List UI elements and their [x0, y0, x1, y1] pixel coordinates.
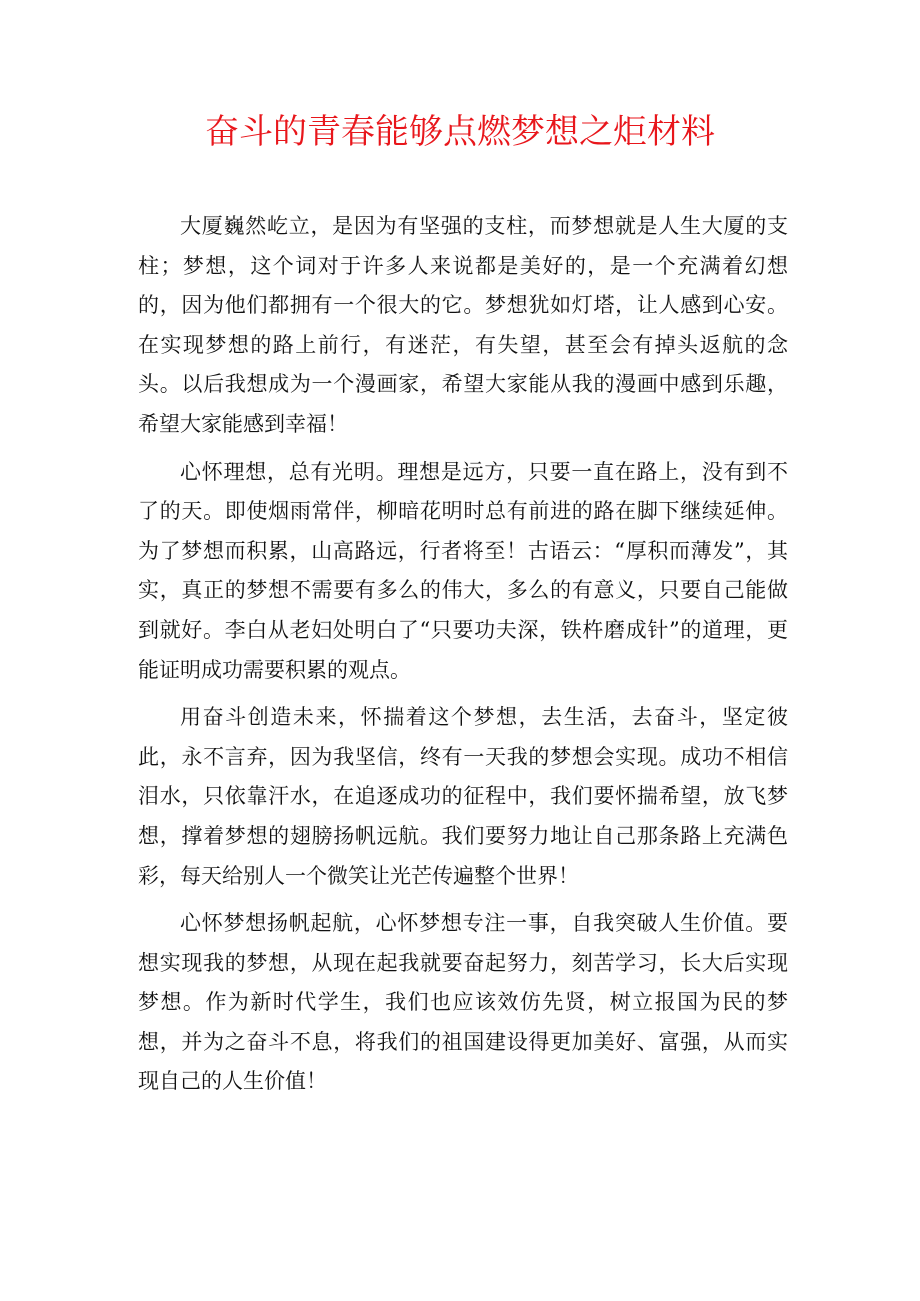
paragraph-1: 大厦巍然屹立，是因为有坚强的支柱，而梦想就是人生大厦的支柱；梦想，这个词对于许多人来说都是美好的，是一个充满着幻想的，因为他们都拥有一个很大的它。梦想犹如灯塔，让人感到心安。在实现梦想的路上前行，有迷茫，有失望，甚至会有掉头返航的念头。以后我想成为一个漫画家，希望大家能从我的漫画中感到乐趣，希望大家能感到幸福！	[138, 214, 788, 436]
document-body	[138, 207, 788, 1102]
document-title: 奋斗的青春能够点燃梦想之炬材料	[205, 112, 715, 152]
paragraph-3: 用奋斗创造未来，怀揣着这个梦想，去生活，去奋斗，坚定彼此，永不言弃，因为我坚信，终有一天我的梦想会实现。成功不相信泪水，只依靠汗水，在追逐成功的征程中，我们要怀揣希望，放飞梦想，撑着梦想的翅膀扬帆远航。我们要努力地让自己那条路上充满色彩，每天给别人一个微笑让光芒传遍整个世界！	[138, 705, 788, 888]
paragraph-4: 心怀梦想扬帆起航，心怀梦想专注一事，自我突破人生价值。要想实现我的梦想，从现在起我就要奋起努力，刻苦学习，长大后实现梦想。作为新时代学生，我们也应该效仿先贤，树立报国为民的梦想，并为之奋斗不息，将我们的祖国建设得更加美好、富强，从而实现自己的人生价值！	[138, 911, 788, 1094]
paragraph-2: 心怀理想，总有光明。理想是远方，只要一直在路上，没有到不了的天。即使烟雨常伴，柳暗花明时总有前进的路在脚下继续延伸。为了梦想而积累，山高路远，行者将至！古语云：“厚积而薄发”，其实，真正的梦想不需要有多么的伟大，多么的有意义，只要自己能做到就好。李白从老妇处明白了“只要功夫深，铁杵磨成针”的道理，更能证明成功需要积累的观点。	[138, 459, 788, 682]
